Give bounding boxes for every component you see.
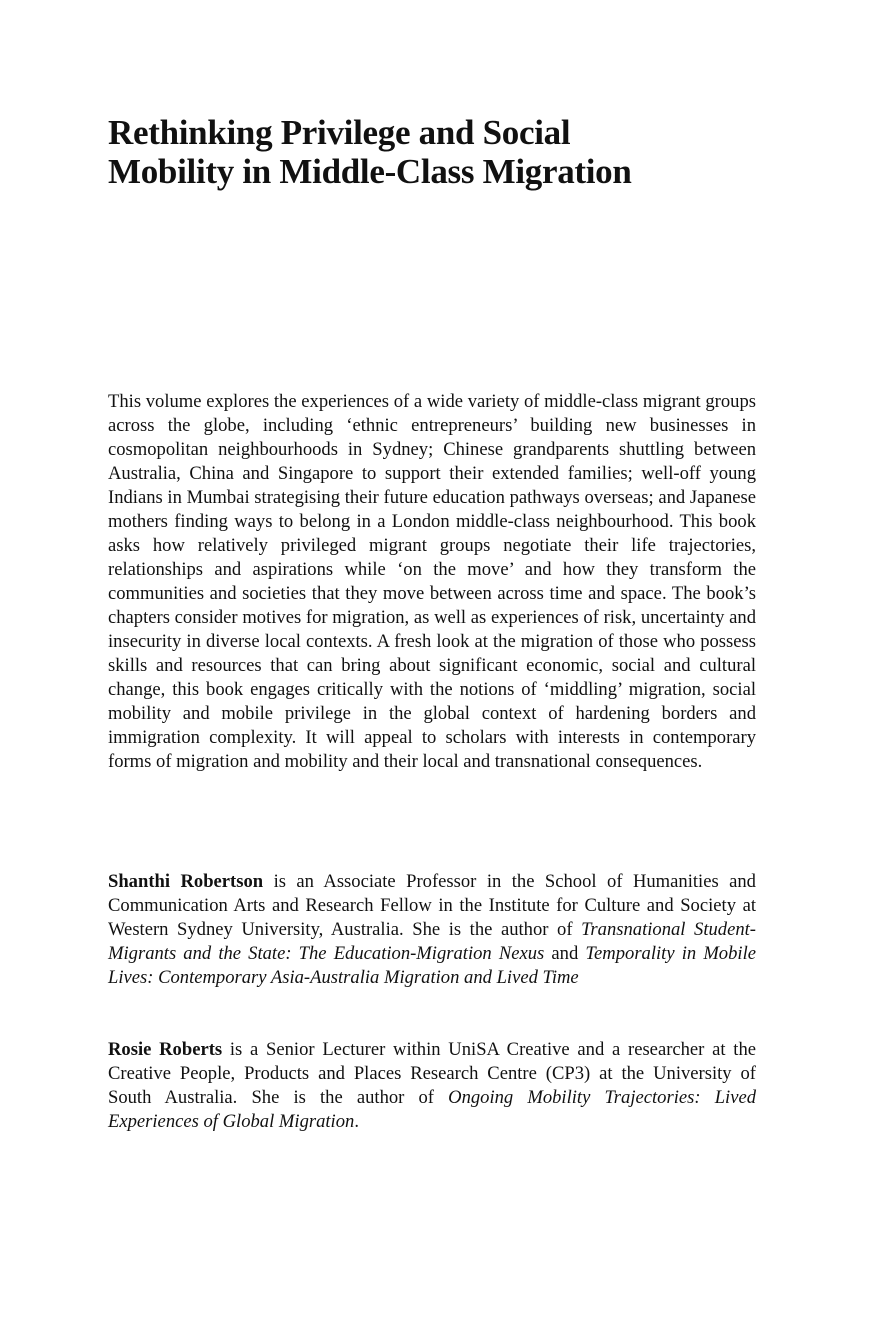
book-reference: Ongoing Mobility Trajectories: Lived Experiences of Global Migration (108, 1087, 756, 1132)
author-name: Shanthi Robertson (108, 871, 264, 892)
book-title-line-1: Rethinking Privilege and Social (108, 113, 571, 152)
sentence-end: . (354, 1111, 359, 1132)
author-bio-robertson (108, 870, 756, 990)
conjunction-text: and (544, 943, 586, 964)
author-bio-text: is a Senior Lecturer within UniSA Creative and a researcher at the Creative People, Products and Places Research Centre (CP3) at the University of South Australia. She is the author of (108, 1039, 757, 1108)
book-title-line-2: Mobility in Middle-Class Migration (108, 152, 632, 191)
author-bio-roberts (108, 1038, 756, 1134)
author-bio-text: is an Associate Professor in the School of Humanities and Communication Arts and Research Fellow in the Institute for Culture and Society at Western Sydney University, Australia. She is the author of (108, 871, 756, 940)
book-description: This volume explores the experiences of a wide variety of middle-class migrant groups across the globe, including ‘ethnic entrepreneurs’ building new businesses in cosmopolitan neighbourhoods in Sydney; Chinese grandparents shuttling between Australia, China and Singapore to support their extended families; well-off young Indians in Mumbai strategising their future education pathways overseas; and Japanese mothers finding ways to belong in a London middle-class neighbourhood. This book asks how relatively privileged migrant groups negotiate their life trajectories, relationships and aspirations while ‘on the move’ and how they transform the communities and societies that they move between across time and space. The book’s chapters consider motives for migration, as well as experiences of risk, uncertainty and insecurity in diverse local contexts. A fresh look at the migration of those who possess skills and resources that can bring about significant economic, social and cultural change, this book engages critically with the notions of ‘middling’ migration, social mobility and mobile privilege in the global context of hardening borders and immigration complexity. It will appeal to scholars with interests in contemporary forms of migration and mobility and their local and transnational consequences. (108, 391, 756, 772)
book-reference: Transnational Student-Migrants and the State: The Education-Migration Nexus (108, 919, 756, 964)
book-reference: Temporality in Mobile Lives: Contemporary Asia-Australia Migration and Lived Time (108, 943, 756, 988)
author-name: Rosie Roberts (108, 1039, 223, 1060)
book-title (108, 113, 768, 191)
